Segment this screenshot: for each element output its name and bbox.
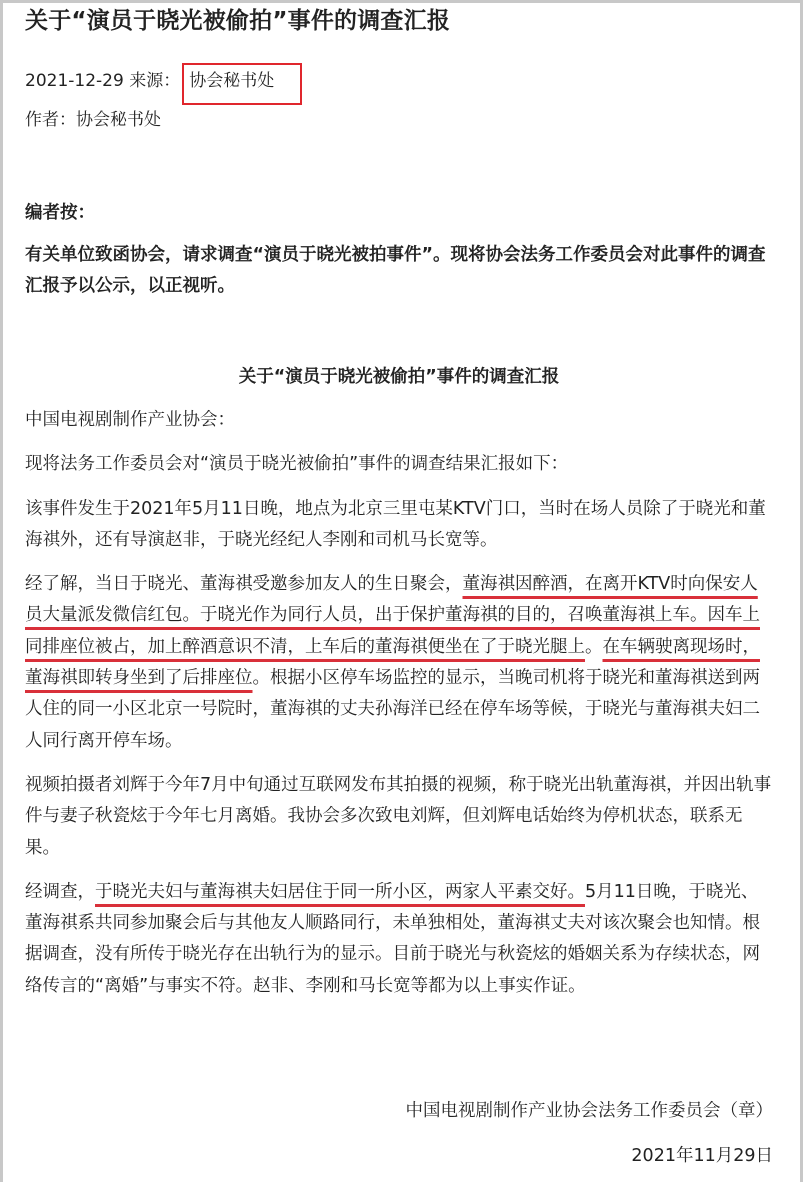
article-title: 关于“演员于晓光被偷拍”事件的调查汇报 — [25, 8, 451, 34]
report-paragraph — [25, 569, 773, 757]
report-paragraph — [25, 877, 773, 1002]
paragraph-text: 中国电视剧制作产业协会： — [25, 410, 235, 430]
underlined-text: 在车辆驶离现场时，董海祺即转身坐到了后排座位 — [25, 636, 760, 689]
signature: 中国电视剧制作产业协会法务工作委员会（章） — [405, 1101, 773, 1121]
author-label: 作者： — [25, 110, 76, 130]
paragraph-text: 该事件发生于2021年5月11日晚，地点为北京三里屯某KTV门口，当时在场人员除了于晓光和董海祺外，还有导演赵非，于晓光经纪人李刚和司机马长宽等。 — [25, 498, 766, 550]
underlined-text: 于晓光夫妇与董海祺夫妇居住于同一所小区，两家人平素交好。 — [95, 881, 585, 902]
editor-note-label: 编者按： — [25, 203, 95, 223]
paragraph-text: 。根据小区停车场监控的显示，当晚司机将于晓光和董海祺送到两人住的同一小区北京一号院时，董海祺的丈夫孙海洋已经在停车场等候，于晓光与董海祺夫妇二人同行离开停车场。 — [25, 668, 760, 751]
report-paragraph — [25, 449, 773, 480]
source-value: 协会秘书处 — [189, 71, 275, 91]
underlined-text: 董海祺因醉酒，在离开KTV时向保安人员大量派发微信红包。于晓光作为同行人员，出于保护董海祺的目的，召唤董海祺上车。因车上同排座位被占，加上醉酒意识不清，上车后的董海祺便坐在了于晓光腿上 — [25, 574, 760, 657]
article — [25, 0, 773, 1166]
paragraph-text: 经调查， — [25, 881, 95, 902]
publish-date: 2021-12-29 — [25, 71, 124, 91]
paragraph-text: 现将法务工作委员会对“演员于晓光被偷拍”事件的调查结果汇报如下： — [25, 454, 569, 475]
editor-note: 有关单位致函协会，请求调查“演员于晓光被拍事件”。现将协会法务工作委员会对此事件的调查汇报予以公示，以正视听。 — [25, 245, 766, 297]
author-line — [25, 108, 161, 132]
paragraph-text: 。 — [585, 636, 603, 657]
report-paragraph — [25, 494, 773, 557]
report-title: 关于“演员于晓光被偷拍”事件的调查汇报 — [238, 367, 560, 387]
report-paragraph — [25, 405, 773, 436]
sign-date: 2021年11月29日 — [631, 1146, 773, 1166]
source-label: 来源： — [129, 71, 181, 91]
report-paragraph — [25, 770, 773, 864]
article-meta — [25, 63, 302, 105]
paragraph-text: 视频拍摄者刘辉于今年7月中旬通过互联网发布其拍摄的视频，称于晓光出轨董海祺，并因出轨事件与妻子秋瓷炫于今年七月离婚。我协会多次致电刘辉，但刘辉电话始终为停机状态，联系无果。 — [25, 774, 772, 858]
paragraph-text: 经了解，当日于晓光、董海祺受邀参加友人的生日聚会， — [25, 574, 463, 595]
source-highlight-box — [182, 63, 302, 105]
report-body — [25, 405, 773, 1015]
author-value: 协会秘书处 — [76, 110, 161, 130]
paragraph-text: 5月11日晚，于晓光、董海祺系共同参加聚会后与其他友人顺路同行，未单独相处，董海祺丈夫对该次聚会也知情。根据调查，没有所传于晓光存在出轨行为的显示。目前于晓光与秋瓷炫的婚姻关系为存续状态，网络传言的“离婚”与事实不符。赵非、李刚和马长宽等都为以上事实作证。 — [25, 881, 760, 996]
